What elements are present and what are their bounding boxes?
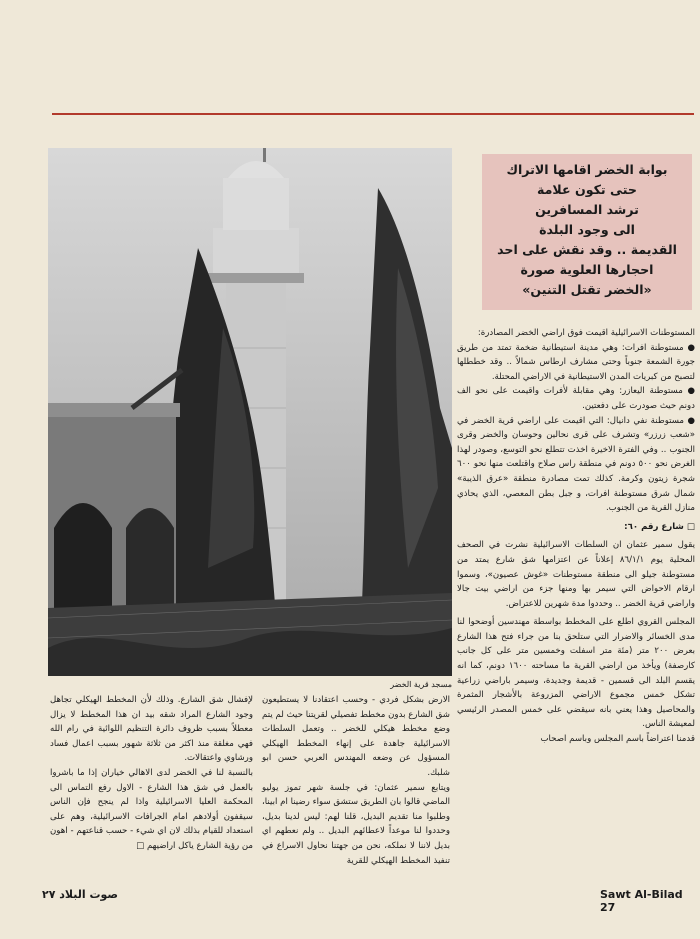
pull-quote-line: القديمة .. وقد نقش على احد [497, 242, 677, 257]
photo-image [48, 148, 452, 676]
paragraph: الارض بشكل فردي - وحسب اعتقادنا لا يستطيعون شق الشارع بدون مخطط تفصيلي لقريتنا حيث لم يتم وضع مخطط هيكلي للخضر .. وتعمل السلطات الاسرائيلية جاهدة على إنهاء المخطط الهيكلي المسؤول عن وضعه المهندس العربي حسن ابو شلبك. [262, 695, 450, 778]
pull-quote-line: الى وجود البلدة [539, 222, 635, 237]
article-column-left [50, 693, 253, 854]
paragraph: ويتابع سمير عثمان: في جلسة شهر تموز يوليو الماضي قالوا بان الطريق ستشق سواء رضينا ام ابينا، وطلبوا منا تقديم البديل، قلنا لهم: ليس لدينا بديل، وحددوا لنا موعداً لاعطائهم البديل .. ولم نعطهم اي بديل لاننا لا نملكه، نحن من جهتنا نحاول الاسراع في تنفيذ المخطط الهيكلي للقرية [262, 782, 450, 866]
section-heading: □ شارع رقم ٦٠: [624, 521, 695, 532]
pull-quote-line: حتى تكون علامة [536, 182, 638, 197]
paragraph: المستوطنات الاسرائيلية اقيمت فوق اراضي الخضر المصادرة: [477, 328, 695, 338]
paragraph: ● مستوطنة اليعازر: وهي مقابلة لأفرات واقيمت على نحو الف دونم حيث صودرت على دفعتين. [457, 386, 695, 411]
page-footer-left: صوت البلاد ٢٧ [42, 888, 119, 901]
header-rule [52, 113, 694, 115]
pull-quote-line: بوابة الخضر اقامها الاتراك [506, 162, 668, 177]
pull-quote-line: «الخضر تقتل التنين» [522, 282, 652, 297]
paragraph: قدمنا اعتراضاً باسم المجلس وباسم اصحاب [540, 734, 695, 745]
pull-quote-line: احجارها العلوية صورة [520, 262, 654, 277]
page-footer-right: Sawt Al-Bilad 27 [600, 888, 683, 914]
article-column-right [457, 326, 695, 747]
paragraph: بالنسبة لنا في الخضر لدى الاهالي خياران إذا ما باشروا بالعمل في شق هذا الشارع - الاول رفع التماس الى المحكمة العليا الاسرائيلية واذا لم ينجح فإن الناس سيقفون أولادهم امام الجرافات الاسرائيلية، وهم على استعداد للقيام بذلك لان اي شيء - حسب قناعتهم - اهون من رؤية الشارع ياكل اراضيهم □ [50, 767, 253, 851]
mosque-photo [48, 148, 452, 676]
article-column-middle [262, 693, 450, 868]
pull-quote [482, 154, 692, 310]
paragraph: ● مستوطنة افرات: وهي مدينة استيطانية ضخمة تمتد من طريق جورة الشمعة جنوباً وحتى مشارف ارطاس شمالاً .. وقد خططلها لتصبح من كبريات المدن الاستيطانية في الاراضي المحتلة. [457, 342, 695, 382]
paragraph: لإفشال شق الشارع. وذلك لأن المخطط الهيكلي تجاهل وجود الشارع المراد شقه بيد ان هذا المخطط لا يزال معطلاً بسبب ظروف دائرة التنظيم اللوائية في رام الله فهي مغلقة منذ اكثر من ثلاثة شهور بسبب اعمال فساد ورشاوي واعتقالات. [50, 695, 253, 764]
paragraph: ● مستوطنة نفي دانيال: التي اقيمت على اراضي قرية الخضر في «شعب زرزر» وتشرف على قرى نحالين وحوسان والخضر وقرى الجنوب .. وفي الفترة الاخيرة اخذت تتطلع نحو التوسع، وصودر لهذا الغرض نحو ٥٠٠ دونم في منطقة راس صلاح واقتلعت منها نحو ٦٠٠ شجرة زيتون وكرمة. كذلك تمت مصادرة منطقة «عرق الذيبة» شمال شرق مستوطنة افرات، و جبل بطن المعصي، الذي يحاذي منازل القرية من الجنوب. [457, 415, 695, 514]
pull-quote-line: ترشد المسافرين [535, 202, 639, 217]
paragraph: المجلس القروي اطلع على المخطط بواسطة مهندسين أوضحوا لنا مدى الخسائر والاضرار التي ستلحق بنا من جراء فتح هذا الشارع بعرض ٢٠٠ متر (مئة متر اسفلت وخمسين متر على كل جانب كارصفة) ويأخذ من اراضي القرية ما مساحته ١٦٠٠ دونم، كما انه يقسم البلد الى قسمين - قديمة وجديدة، وسيمر باراضي زراعية تشكل خمس مجموع الاراضي المزروعة بالأشجار المثمرة والمحاصيل وهذا يعني بانه سيقضي على خمس المصدر الرئيسي لمعيشة الناس. [457, 617, 695, 730]
photo-caption: مسجد قرية الخضر [390, 680, 452, 689]
paragraph: يقول سمير عثمان ان السلطات الاسرائيلية نشرت في الصحف المحلية يوم ٨٦/١/١ إعلاناً عن اعتزامها شق شارع يمتد من مستوطنة جيلو الى منطقة مستوطنات «غوش عصيون»، وسموا ارقام الاحواض التي سيمر بها ومنها جزء من اراضي بيت جالا واراضي قرية الخضر .. وحددوا مدة شهرين للاعتراض. [457, 540, 695, 609]
